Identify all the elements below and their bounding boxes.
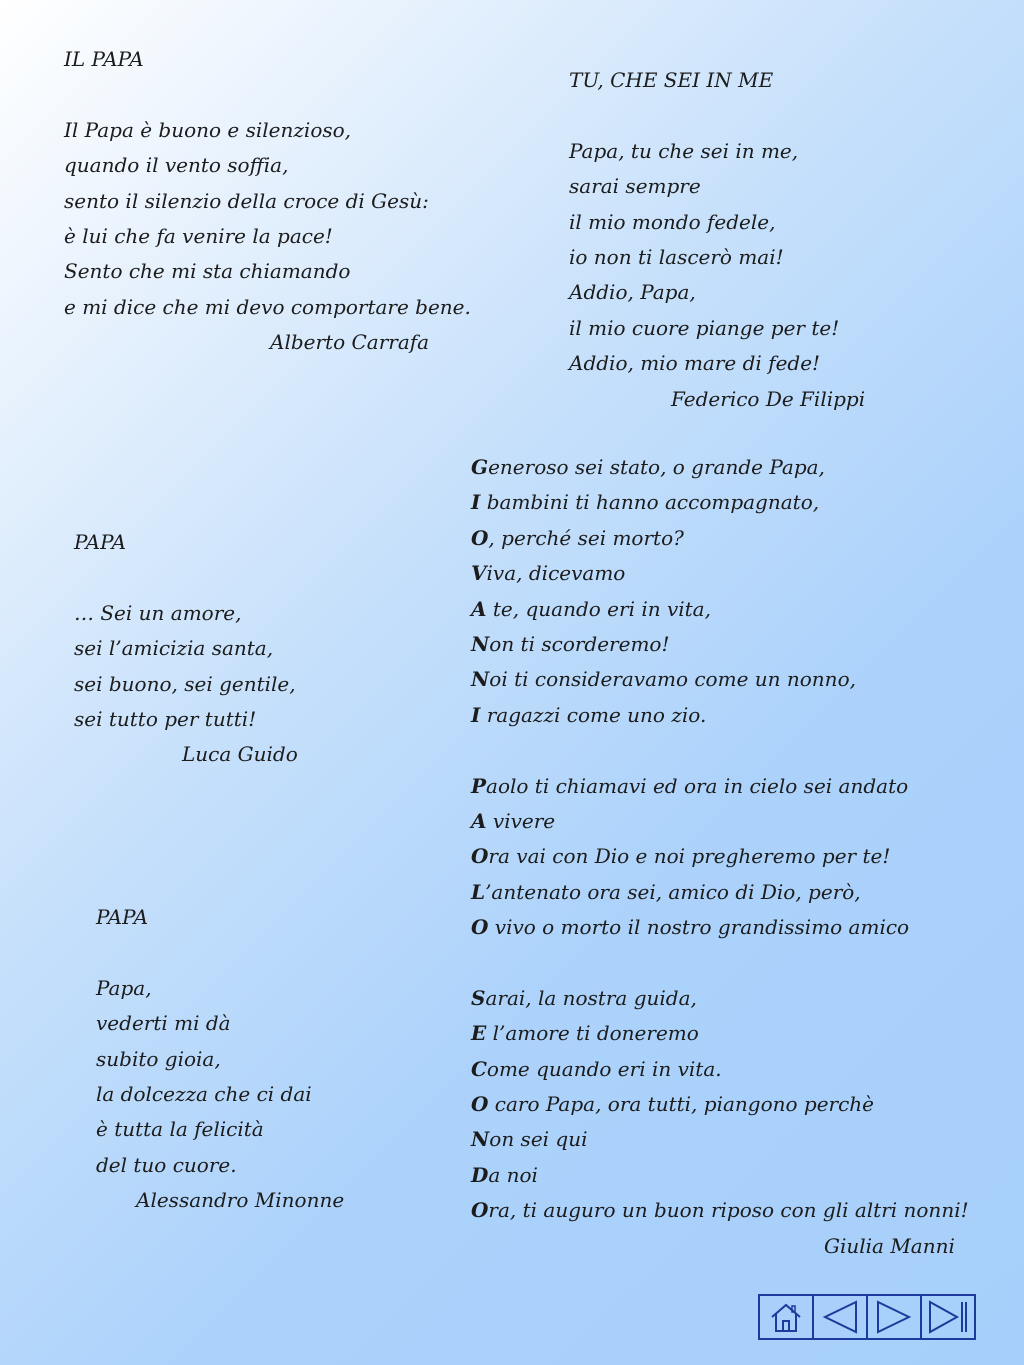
acrostic-line (471, 910, 969, 945)
acrostic-line-text: eneroso sei stato, o grande Papa, (488, 455, 825, 479)
poem-author: Giulia Manni (824, 1233, 955, 1258)
acrostic-line-text: ra vai con Dio e noi pregheremo per te! (488, 844, 891, 869)
acrostic-line (471, 1122, 969, 1157)
poem-line: sento il silenzio della croce di Gesù: (64, 188, 429, 213)
acrostic-line (471, 556, 969, 591)
acrostic-line (471, 698, 969, 733)
poem-line: vederti mi dà (96, 1011, 231, 1036)
poem-title: PAPA (96, 905, 149, 929)
acrostic-line-text: , perché sei morto? (488, 525, 684, 550)
acrostic-line-text: te, quando eri in vita, (486, 596, 711, 621)
acrostic-initial: A (471, 596, 487, 621)
acrostic-line (471, 627, 969, 662)
acrostic-line (471, 1016, 969, 1051)
acrostic-initial: O (471, 915, 489, 940)
poem-line: del tuo cuore. (96, 1152, 237, 1177)
acrostic-line (471, 1052, 969, 1087)
acrostic-initial: S (471, 985, 486, 1010)
acrostic-line-text: l’amore ti doneremo (486, 1021, 699, 1046)
poem-line: quando il vento soffia, (64, 153, 289, 178)
home-icon (768, 1300, 804, 1334)
poem-line: sarai sempre (569, 174, 701, 199)
acrostic-initial: O (471, 525, 489, 550)
poem-title: PAPA (74, 530, 127, 554)
poem-line: subito gioia, (96, 1046, 221, 1071)
acrostic-line (471, 592, 969, 627)
poem-il-papa (64, 42, 471, 361)
poem-author: Alessandro Minonne (136, 1188, 345, 1213)
poem-line: Addio, Papa, (569, 280, 696, 305)
acrostic-initial: O (471, 1198, 489, 1223)
poem-tu-che-sei-in-me (569, 63, 865, 417)
acrostic-line (471, 839, 969, 874)
poem-line: sei l’amicizia santa, (74, 636, 274, 661)
acrostic-line-text: ragazzi come uno zio. (480, 702, 707, 727)
acrostic-initial: P (471, 773, 487, 798)
poem-author: Federico De Filippi (671, 386, 866, 411)
previous-icon (820, 1299, 860, 1335)
acrostic-line-text: caro Papa, ora tutti, piangono perchè (488, 1092, 875, 1117)
next-button[interactable] (866, 1294, 922, 1340)
next-icon (874, 1299, 914, 1335)
poem-line: Papa, tu che sei in me, (569, 138, 799, 163)
poem-line: il mio mondo fedele, (569, 209, 776, 234)
poem-author: Luca Guido (182, 742, 298, 767)
acrostic-initial: N (471, 1127, 490, 1152)
last-icon (926, 1299, 970, 1335)
acrostic-poem (471, 450, 969, 1264)
poem-line: Il Papa è buono e silenzioso, (64, 117, 352, 142)
acrostic-line-text: ra, ti auguro un buon riposo con gli altri nonni! (488, 1198, 969, 1223)
poem-line: Papa, (96, 975, 152, 1000)
acrostic-line (471, 804, 969, 839)
poem-line: il mio cuore piange per te! (569, 315, 840, 340)
acrostic-line-text: arai, la nostra guida, (485, 985, 697, 1010)
acrostic-initial: N (471, 667, 490, 692)
acrostic-line (471, 450, 969, 485)
poem-line: è tutta la felicità (96, 1117, 264, 1142)
acrostic-line-text: vivo o morto il nostro grandissimo amico (488, 915, 910, 940)
last-button[interactable] (920, 1294, 976, 1340)
acrostic-initial: L (471, 879, 486, 904)
acrostic-line-text: on sei qui (489, 1127, 588, 1152)
poem-title: TU, CHE SEI IN ME (569, 68, 774, 92)
acrostic-line-text: oi ti consideravamo come un nonno, (489, 667, 856, 692)
poem-line: e mi dice che mi devo comportare bene. (64, 294, 471, 319)
poem-line: Addio, mio mare di fede! (569, 351, 821, 376)
acrostic-line-text: bambini ti hanno accompagnato, (480, 490, 820, 515)
acrostic-initial: N (471, 631, 490, 656)
acrostic-line (471, 1087, 969, 1122)
poem-line: la dolcezza che ci dai (96, 1081, 312, 1106)
poem-line: sei buono, sei gentile, (74, 671, 296, 696)
acrostic-initial: D (471, 1162, 489, 1187)
previous-button[interactable] (812, 1294, 868, 1340)
poem-author: Alberto Carrafa (270, 330, 430, 355)
acrostic-line (471, 981, 969, 1016)
acrostic-initial: I (471, 490, 481, 515)
acrostic-line (471, 769, 969, 804)
acrostic-line-text: vivere (486, 808, 556, 833)
acrostic-line (471, 521, 969, 556)
poem-papa-luca (74, 525, 298, 773)
poem-line: io non ti lascerò mai! (569, 244, 784, 269)
acrostic-line-text: iva, dicevamo (486, 561, 626, 586)
poem-line: … Sei un amore, (74, 600, 242, 625)
acrostic-line-text: on ti scorderemo! (489, 631, 670, 656)
home-button[interactable] (758, 1294, 814, 1340)
acrostic-initial: G (471, 455, 489, 479)
acrostic-line (471, 875, 969, 910)
slide-navigation (758, 1294, 976, 1340)
acrostic-initial: A (471, 808, 487, 833)
poem-line: è lui che fa venire la pace! (64, 223, 333, 248)
acrostic-line (471, 485, 969, 520)
acrostic-initial: C (471, 1056, 487, 1081)
acrostic-initial: O (471, 844, 489, 869)
poem-line: Sento che mi sta chiamando (64, 259, 351, 284)
acrostic-initial: I (471, 702, 481, 727)
acrostic-line-text: ome quando eri in vita. (486, 1056, 722, 1081)
poem-papa-alessandro (96, 900, 344, 1219)
acrostic-initial: O (471, 1092, 489, 1117)
acrostic-line-text: aolo ti chiamavi ed ora in cielo sei andato (486, 773, 909, 798)
acrostic-line (471, 1193, 969, 1228)
acrostic-line (471, 1158, 969, 1193)
poem-title: IL PAPA (64, 47, 144, 71)
acrostic-line-text: a noi (488, 1162, 538, 1187)
acrostic-initial: E (471, 1021, 487, 1046)
acrostic-initial: V (471, 561, 487, 586)
poem-line: sei tutto per tutti! (74, 706, 257, 731)
acrostic-line (471, 662, 969, 697)
acrostic-line-text: ’antenato ora sei, amico di Dio, però, (485, 879, 861, 904)
